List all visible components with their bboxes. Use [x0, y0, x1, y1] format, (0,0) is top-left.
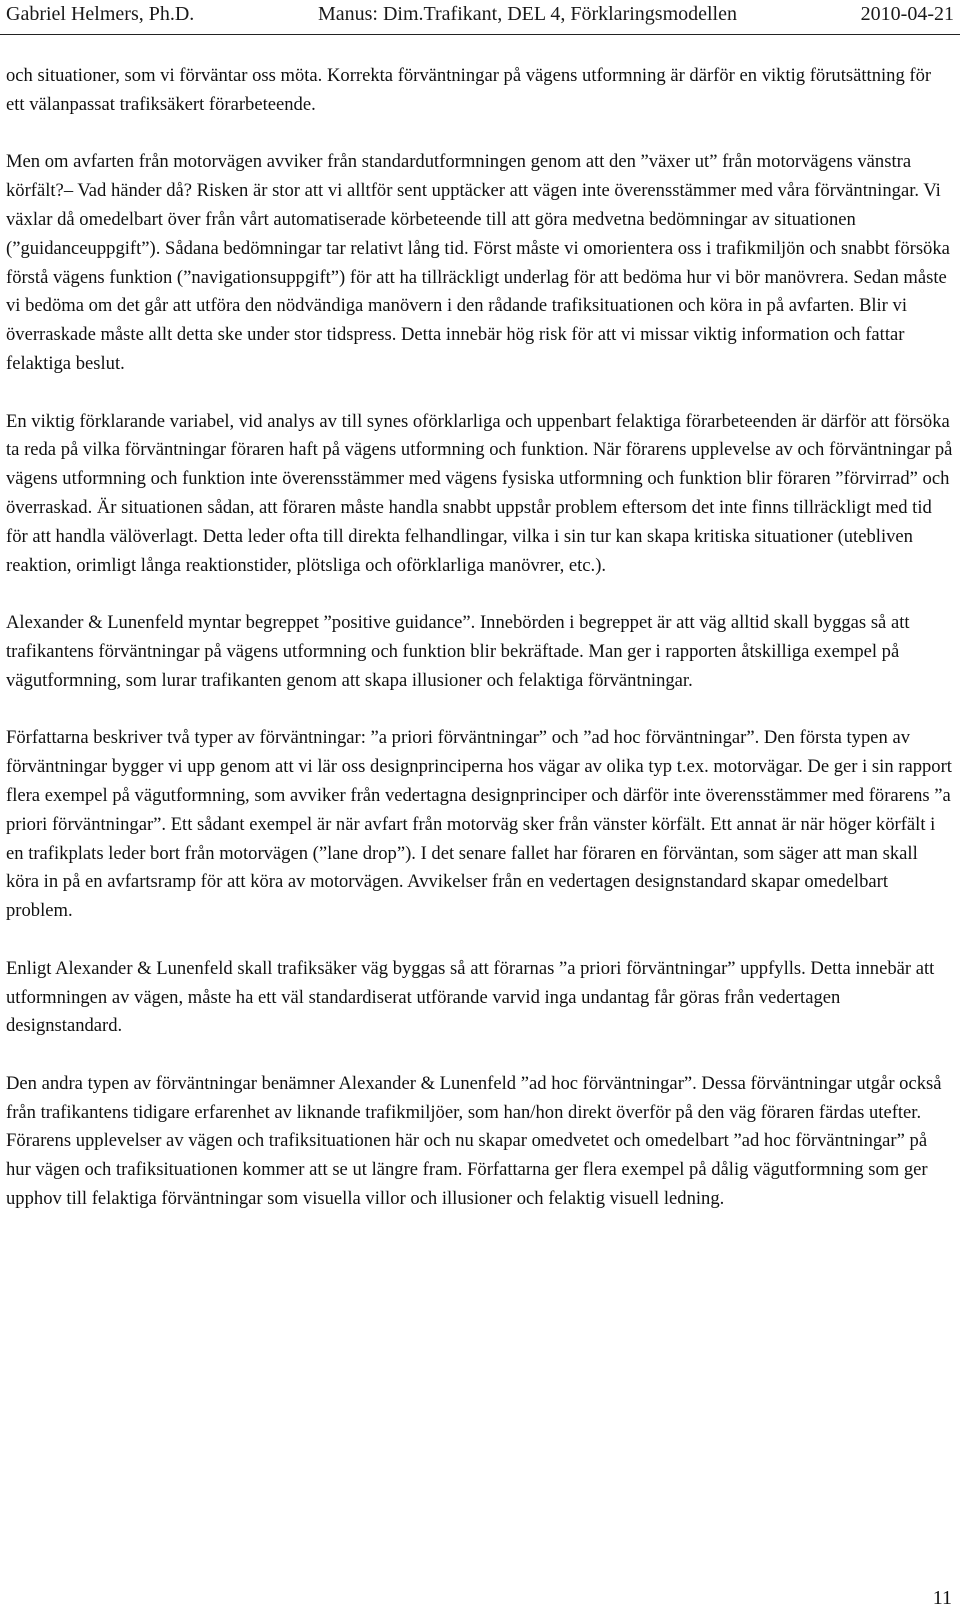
- page-number: 11: [932, 1587, 952, 1609]
- paragraph: Men om avfarten från motorvägen avviker från standardutformningen genom att den ”växer ut” från motorvägens vänstra körfält?– Vad händer då? Risken är stor att vi alltför sent upptäcker att vägen inte överensstämmer med våra förväntningar. Vi växlar då omedelbart över från vårt automatiserade körbeteende till att göra medvetna bedömningar av situationen (”guidanceuppgift”). Sådana bedömningar tar relativt lång tid. Först måste vi omorientera oss i trafikmiljön och snabbt försöka förstå vägens funktion (”navigationsuppgift”) för att ha tillräckligt underlag för att bedöma hur vi bör manövrera. Sedan måste vi bedöma om det går att utföra den nödvändiga manövern i den rådande trafiksituationen och köra in på avfarten. Blir vi överraskade måste allt detta ske under stor tidspress. Detta innebär hög risk för att vi missar viktig information och fattar felaktiga beslut.: [6, 151, 950, 374]
- header-manuscript: Manus: Dim.Trafikant, DEL 4, Förklaringsmodellen: [317, 3, 737, 25]
- page-header: [0, 0, 960, 30]
- header-author: Gabriel Helmers, Ph.D.: [6, 3, 195, 25]
- header-date: 2010-04-21: [860, 3, 954, 25]
- document-body: [6, 62, 954, 1243]
- paragraph: Enligt Alexander & Lunenfeld skall trafiksäker väg byggas så att förarnas ”a priori förväntningar” uppfylls. Detta innebär att utformningen av vägen, måste ha ett väl standardiserat utförande varvid inga undantag får göras från vedertagen designstandard.: [6, 957, 935, 1037]
- paragraph: En viktig förklarande variabel, vid analys av till synes oförklarliga och uppenbart felaktiga förarbeteenden är därför att försöka ta reda på vilka förväntningar föraren haft på vägens utformning och funktion. När förarens upplevelse av och förväntningar på vägens utformning och funktion inte överensstämmer med vägens fysiska utformning och funktion blir föraren ”förvirrad” och överraskad. Är situationen sådan, att föraren måste handla snabbt uppstår problem eftersom det inte finns tillräckligt med tid för att handla välöverlagt. Detta leder ofta till direkta felhandlingar, vilka i sin tur kan skapa kritiska situationer (utebliven reaktion, orimligt långa reaktionstider, plötsliga och oförklarliga manövrer, etc.).: [6, 410, 953, 576]
- paragraph: Alexander & Lunenfeld myntar begreppet ”positive guidance”. Innebörden i begreppet är att väg alltid skall byggas så att trafikantens förväntningar på vägens utformning och funktion blir bekräftade. Man ger i rapporten åtskilliga exempel på vägutformning, som lurar trafikanten genom att skapa illusioner och felaktiga förväntningar.: [6, 612, 910, 691]
- paragraph: och situationer, som vi förväntar oss möta. Korrekta förväntningar på vägens utformning är därför en viktig förutsättning för ett välanpassat trafiksäkert förarbeteende.: [6, 65, 932, 115]
- header-rule: [0, 34, 960, 35]
- paragraph: Författarna beskriver två typer av förväntningar: ”a priori förväntningar” och ”ad hoc förväntningar”. Den första typen av förväntningar bygger vi upp genom att vi lär oss designprinciperna hos vägar av olika typ t.ex. motorvägar. De ger i sin rapport flera exempel på vägutformning, som avviker från vedertagna designprinciper och därför inte överensstämmer med förarens ”a priori förväntningar”. Ett sådant exempel är när avfart från motorväg sker från vänster körfält. Ett annat är när höger körfält i en trafikplats leder bort från motorvägen (”lane drop”). I det senare fallet har föraren en förväntan, som säger att man skall köra in på en avfartsramp för att köra av motorvägen. Avvikelser från en vedertagen designstandard skapar omedelbart problem.: [6, 727, 952, 922]
- paragraph: Den andra typen av förväntningar benämner Alexander & Lunenfeld ”ad hoc förväntningar”. Dessa förväntningar utgår också från trafikantens tidigare erfarenhet av liknande trafikmiljöer, som han/hon direkt överför på den väg föraren färdas utefter. Förarens upplevelser av vägen och trafiksituationen här och nu skapar omedvetet och omedelbart ”ad hoc förväntningar” på hur vägen och trafiksituationen kommer att se ut längre fram. Författarna ger flera exempel på dålig vägutformning som ger upphov till felaktiga förväntningar som visuella villor och illusioner och felaktig visuell ledning.: [6, 1072, 942, 1210]
